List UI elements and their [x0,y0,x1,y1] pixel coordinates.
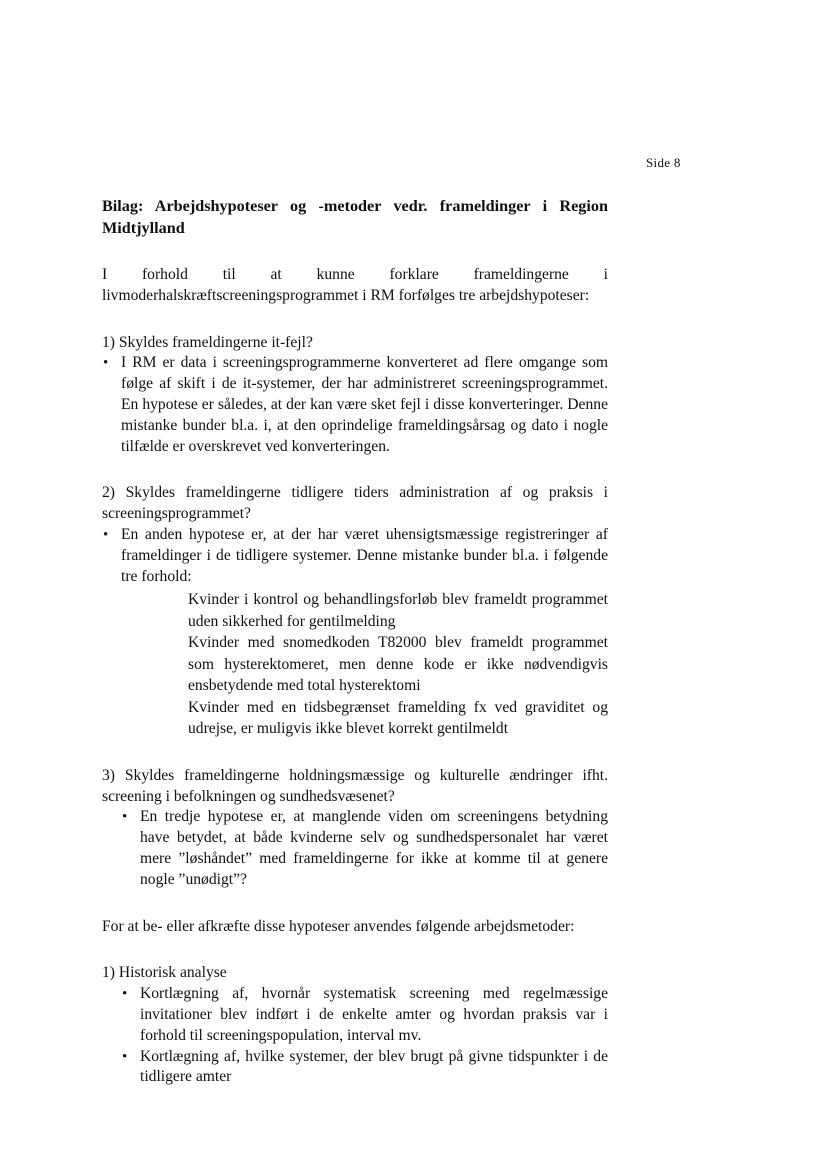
sub-list-item: Kvinder med snomedkoden T82000 blev frameldt programmet som hysterektomeret, men denne kode er ikke nødvendigvis ensbetydende med total hysterektomi [188,634,608,695]
page-number: Side 8 [646,155,681,170]
list-item: • I RM er data i screeningsprogrammerne konverteret ad flere omgange som følge af skift i de it-systemer, der har administreret screeningsprogrammet. En hypotese er således, at der kan være sket fejl i disse konverteringer. Denne mistanke bunder bl.a. i, at den oprindelige frameldingsårsag og dato i nogle tilfælde er overskrevet ved konverteringen. [102,353,608,457]
document-body [102,195,608,1088]
sub-list-item: Kvinder med en tidsbegrænset framelding fx ved graviditet og udrejse, er muligvis ikke blevet korrekt gentilmeldt [188,698,608,738]
list-item: • En tredje hypotese er, at manglende viden om screeningens betydning have betydet, at både kvinderne selv og sundhedspersonalet har været mere ”løshåndet” med frameldingerne for ikke at komme til at genere nogle ”unødigt”? [121,807,608,890]
hypothesis-2-list [102,525,608,587]
method-1-list [102,984,608,1088]
page-title: Bilag: Arbejdshypoteser og -metoder vedr. frameldinger i Region Midtjylland [102,197,608,237]
list-item: • Kortlægning af, hvilke systemer, der blev brugt på givne tidspunkter i de tidligere amter [121,1047,608,1089]
intro-paragraph: I forhold til at kunne forklare frameldingerne i livmoderhalskræftscreeningsprogrammet i RM forfølges tre arbejdshypoteser: [102,266,608,304]
hypothesis-1-list [102,353,608,457]
methods-intro: For at be- eller afkræfte disse hypoteser anvendes følgende arbejdsmetoder: [102,917,575,935]
hypothesis-1-title: 1) Skyldes frameldingerne it-fejl? [102,333,313,351]
hypothesis-3-title: 3) Skyldes frameldingerne holdningsmæssige og kulturelle ændringer ifht. screening i befolkningen og sundhedsvæsenet? [102,766,608,805]
hypothesis-3-list [102,807,608,890]
hypothesis-2-sub-list [188,589,608,740]
sub-list-item: Kvinder i kontrol og behandlingsforløb blev frameldt programmet uden sikkerhed for gentilmelding [188,591,608,630]
method-1-title: 1) Historisk analyse [102,964,227,982]
list-item: • En anden hypotese er, at der har været uhensigtsmæssige registreringer af frameldinger i de tidligere systemer. Denne mistanke bunder bl.a. i følgende tre forhold: [102,525,608,587]
hypothesis-2-title: 2) Skyldes frameldingerne tidligere tiders administration af og praksis i screeningsprogrammet? [102,484,608,523]
list-item: • Kortlægning af, hvornår systematisk screening med regelmæssige invitationer blev indført i de enkelte amter og hvordan praksis var i forhold til screeningspopulation, interval mv. [121,984,608,1046]
